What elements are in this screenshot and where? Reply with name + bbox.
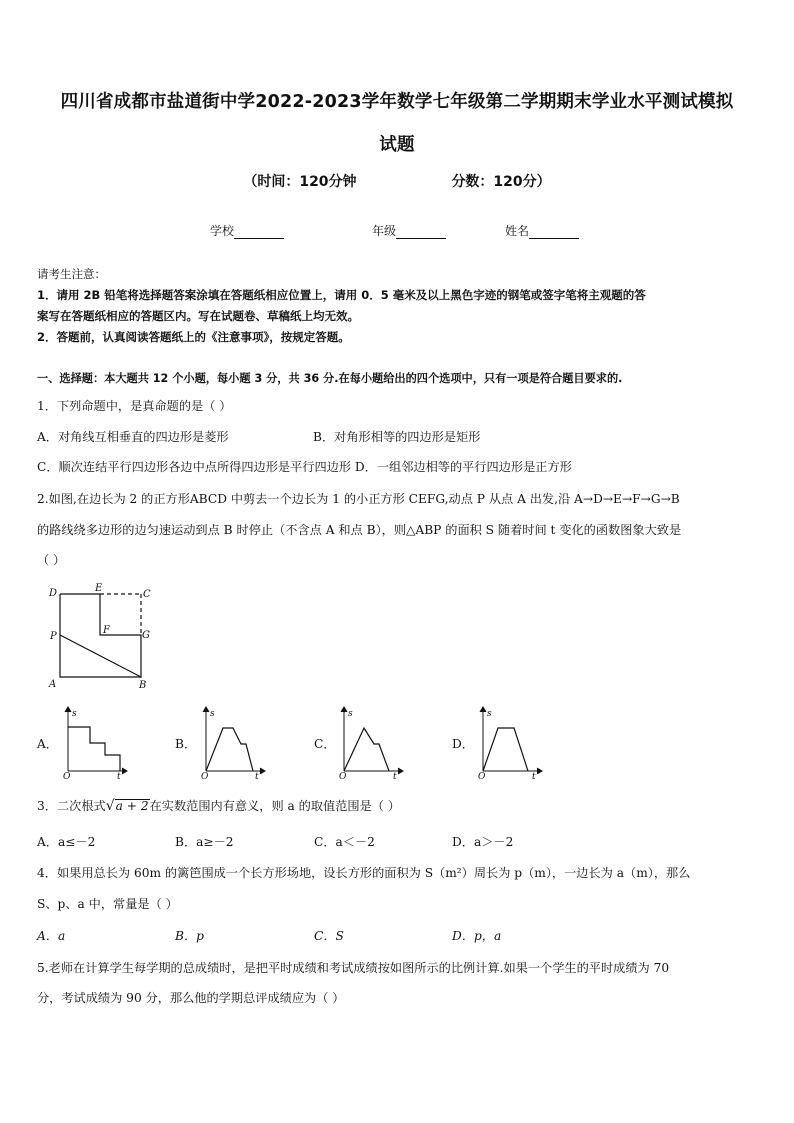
exam-score: 分数：120分） [451, 174, 551, 190]
label-e: E [95, 583, 103, 594]
q3-radicand: a + 2 [115, 799, 149, 813]
q3-option-d: D．a＞－2 [452, 835, 514, 849]
svg-text:s: s [72, 709, 77, 719]
q1-option-b: B．对角形相等的四边形是矩形 [313, 430, 481, 444]
notice-item1-line2: 案写在答题纸相应的答题区内。写在试题卷、草稿纸上均无效。 [37, 309, 359, 323]
q2-option-c-label: C． [314, 737, 336, 751]
figure-polygon [60, 594, 141, 677]
svg-text:t: t [532, 772, 536, 779]
label-p: P [50, 631, 57, 642]
label-d: D [49, 588, 58, 599]
exam-meta [0, 171, 794, 191]
q1-option-cd: C．顺次连结平行四边形各边中点所得四边形是平行四边形 D．一组邻边相等的平行四边形是正方形 [37, 460, 572, 474]
q1-stem: 1．下列命题中，是真命题的是（ ） [37, 399, 232, 413]
q4-option-c: C．S [314, 929, 344, 943]
exam-title-line1: 四川省成都市盐道街中学2022-2023学年数学七年级第二学期期末学业水平测试模拟 [60, 92, 734, 112]
grade-field: 年级 [372, 222, 446, 239]
q2-stem-line2: 的路线绕多边形的边匀速运动到点 B 时停止（不含点 A 和点 B），则△ABP 的面积 S 随着时间 t 变化的函数图象大致是 [37, 523, 682, 537]
notice-heading: 请考生注意： [37, 267, 106, 281]
q4-stem-line2: S、p、a 中，常量是（ ） [37, 897, 178, 911]
q2-graph-d [470, 704, 550, 779]
label-a: A [49, 679, 57, 690]
svg-text:O: O [63, 772, 71, 779]
svg-text:t: t [393, 772, 397, 779]
q1-option-a: A．对角线互相垂直的四边形是菱形 [37, 430, 229, 444]
q5-stem-line1: 5.老师在计算学生每学期的总成绩时，是把平时成绩和考试成绩按如图所示的比例计算.如果一个学生的平时成绩为 70 [37, 961, 670, 975]
notice-item2: 2．答题前，认真阅读答题纸上的《注意事项》，按规定答题。 [37, 330, 350, 344]
q3-stem: 3．二次根式√a + 2在实数范围内有意义，则 a 的取值范围是（ ） [37, 798, 401, 814]
school-field: 学校 [210, 222, 284, 239]
label-f: F [103, 625, 110, 636]
q5-stem-line2: 分，考试成绩为 90 分，那么他的学期总评成绩应为（ ） [37, 991, 345, 1005]
q4-option-a: A．a [37, 929, 66, 943]
q2-stem-line1: 2.如图,在边长为 2 的正方形ABCD 中剪去一个边长为 1 的小正方形 CEFG,动点 P 从点 A 出发,沿 A→D→E→F→G→B [37, 492, 680, 506]
svg-text:t: t [117, 772, 121, 779]
svg-text:O: O [339, 772, 347, 779]
q4-option-d: D．p，a [452, 929, 502, 943]
label-g: G [142, 630, 150, 641]
svg-text:O: O [201, 772, 209, 779]
exam-title-line2: 试题 [379, 135, 415, 155]
q3-option-a: A．a≤－2 [37, 835, 96, 849]
q2-stem-line3: （ ） [37, 553, 66, 567]
q3-option-c: C．a＜－2 [314, 835, 375, 849]
svg-text:O: O [478, 772, 486, 779]
q4-stem-line1: 4．如果用总长为 60m 的篱笆围成一个长方形场地，设长方形的面积为 S（m²）周长为 p（m），一边长为 a（m），那么 [37, 866, 691, 880]
q2-graph-b [193, 704, 273, 779]
q2-option-b-label: B． [175, 737, 197, 751]
svg-text:t: t [255, 772, 259, 779]
name-field: 姓名 [505, 222, 579, 239]
svg-text:s: s [210, 709, 215, 719]
q2-option-a-label: A． [37, 737, 58, 751]
notice-item1-line1: 1．请用 2B 铅笔将选择题答案涂填在答题纸相应位置上，请用 0．5 毫米及以上黑色字迹的钢笔或签字笔将主观题的答 [37, 288, 646, 302]
label-b: B [139, 680, 147, 691]
label-c: C [143, 589, 151, 600]
exam-time: （时间：120分钟 [243, 174, 357, 190]
section1-heading: 一、选择题：本大题共 12 个小题，每小题 3 分，共 36 分.在每小题给出的四个选项中，只有一项是符合题目要求的. [37, 372, 623, 385]
svg-text:s: s [487, 709, 492, 719]
q2-graph-a [55, 704, 135, 779]
segment-pb [60, 635, 141, 677]
q2-square-figure [40, 580, 170, 692]
q4-option-b: B．p [175, 929, 204, 943]
q2-graph-c [331, 704, 411, 779]
q2-option-d-label: D． [452, 737, 474, 751]
q3-option-b: B．a≥－2 [175, 835, 234, 849]
svg-text:s: s [348, 709, 353, 719]
